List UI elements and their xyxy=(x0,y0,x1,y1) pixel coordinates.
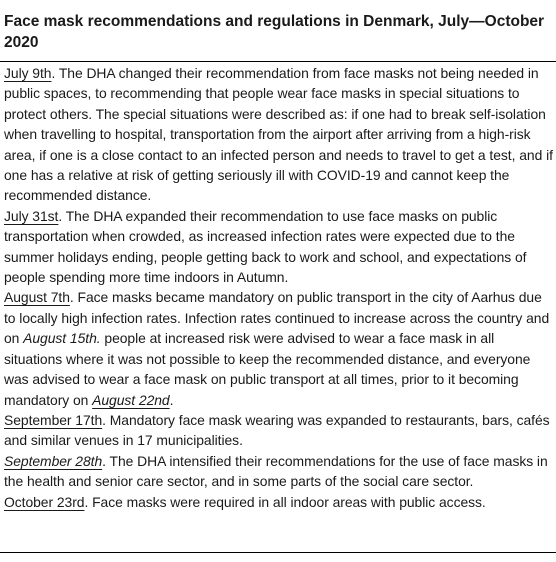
entry-text: people at increased risk were advised to wear a face mask in all situations where it was not possible to keep the recommended distance, and everyone was advised to wear a face mask on public transport at all times, prior to it becoming mandatory on xyxy=(4,330,531,408)
entry-date: October 23rd xyxy=(4,493,85,510)
entry-text: . xyxy=(169,391,174,408)
entry-august-7 xyxy=(4,287,556,409)
entry-text: . The DHA intensified their recommendations for the use of face masks in the health and senior care sector, and in some parts of the social care sector. xyxy=(4,452,548,490)
entry-date: August 7th xyxy=(4,289,70,306)
entry-text: . Face masks were required in all indoor areas with public access. xyxy=(84,493,486,510)
entry-date: September 17th xyxy=(4,411,103,428)
entry-october-23 xyxy=(4,492,556,512)
entry-date: September 28th xyxy=(4,452,103,469)
title-divider xyxy=(0,61,556,62)
entry-september-28 xyxy=(4,451,556,492)
entry-date: July 31st xyxy=(4,207,59,224)
entry-date-inline: August 15th. xyxy=(23,330,101,347)
table-title: Face mask recommendations and regulations in Denmark, July—October 2020 xyxy=(4,13,545,51)
entry-july-9 xyxy=(4,63,556,206)
entry-text: . The DHA changed their recommendation from face masks not being needed in public spaces, to recommending that people wear face masks in special situations to protect others. The special situations were described as: if one had to break self-isolation when travelling to hospital, transportation from the airport after arriving from a high-risk area, if one is a close contact to an infected person and needs to travel to get a test, and if one has a relative at risk of getting seriously ill with COVID-19 and cannot keep the recommended distance. xyxy=(4,65,553,204)
entry-september-17 xyxy=(4,410,556,451)
entry-text: . Face masks became mandatory on public transport in the city of Aarhus due to locally high infection rates. Infection rates continued to increase across the country and on xyxy=(4,289,550,347)
timeline-text xyxy=(4,63,556,512)
entry-date: July 9th xyxy=(4,65,52,81)
entry-text: . Mandatory face mask wearing was expanded to restaurants, bars, cafés and similar venues in 17 municipalities. xyxy=(4,411,550,449)
entry-date-inline: August 22nd xyxy=(92,391,170,408)
entry-july-31 xyxy=(4,206,556,288)
entry-text: . The DHA expanded their recommendation to use face masks on public transportation when crowded, as increased infection rates were expected due to the summer holidays ending, people getting back to work and school, and expectations of people spending more time indoors in Autumn. xyxy=(4,207,527,286)
bottom-divider xyxy=(0,552,556,553)
